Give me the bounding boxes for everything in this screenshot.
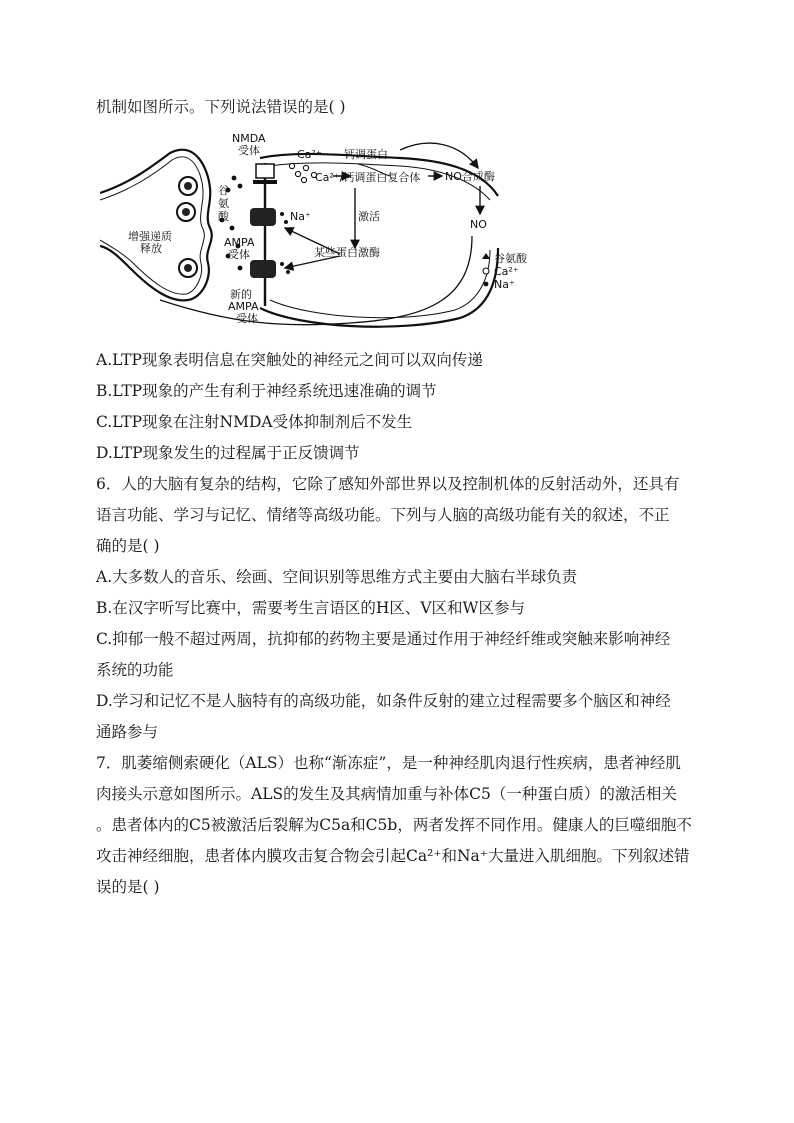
label-new-2: AMPA [228,300,259,313]
q7-stem-4: 攻击神经细胞，患者体内膜攻击复合物会引起Ca²⁺和Na⁺大量进入肌细胞。下列叙述错 [96,847,690,865]
new-ampa-receptor [250,260,276,278]
q6-stem-2: 语言功能、学习与记忆、情绪等高级功能。下列与人脑的高级功能有关的叙述，不正 [96,506,670,524]
label-calmodulin: 钙调蛋白 [344,148,388,161]
q6-option-c-1: C.抑郁一般不超过两周，抗抑郁的药物主要是通过作用于神经纤维或突触来影响神经 [96,630,671,648]
label-glutamate-1: 谷 [218,184,229,197]
label-new-3: 受体 [236,312,258,325]
q7-stem-1: 7．肌萎缩侧索硬化（ALS）也称“渐冻症”，是一种神经肌肉退行性疾病，患者神经肌 [96,754,681,772]
legend-na: Na⁺ [494,278,515,291]
label-glutamate-3: 酸 [218,210,229,223]
q7-stem-3: 。患者体内的C5被激活后裂解为C5a和C5b，两者发挥不同作用。健康人的巨噬细胞不 [96,816,692,834]
label-ampa-2: 受体 [228,248,250,261]
q6-stem-3: 确的是( ) [96,537,160,555]
q6-option-c-2: 系统的功能 [96,661,174,679]
label-new-1: 新的 [230,288,252,301]
legend-glutamate: 谷氨酸 [494,252,527,265]
q6-option-a: A.大多数人的音乐、绘画、空间识别等思维方式主要由大脑右半球负责 [96,568,578,586]
q5-option-c: C.LTP现象在注射NMDA受体抑制剂后不发生 [96,413,413,431]
q6-option-d-2: 通路参与 [96,723,159,741]
q5-option-a: A.LTP现象表明信息在突触处的神经元之间可以双向传递 [96,351,483,369]
q6-stem-1: 6．人的大脑有复杂的结构，它除了感知外部世界以及控制机体的反射活动外，还具有 [96,475,680,493]
ampa-receptor [250,208,276,226]
label-no-synthase: NO合成酶 [445,170,495,183]
nmda-receptor [256,164,274,178]
label-glutamate-2: 氨 [218,197,229,210]
label-no: NO [470,218,487,231]
diagram-legend [482,251,528,291]
q6-option-d-1: D.学习和记忆不是人脑特有的高级功能，如条件反射的建立过程需要多个脑区和神经 [96,692,671,710]
label-ca2: Ca²⁺ [297,148,322,161]
label-nmda-2: 受体 [238,144,260,157]
label-na: Na⁺ [290,210,311,223]
q5-stem-tail: 机制如图所示。下列说法错误的是( ) [96,98,346,116]
q7-stem-5: 误的是( ) [96,878,160,896]
label-enhance-2: 释放 [140,242,162,255]
label-nmda-1: NMDA [232,132,266,145]
label-enhance-1: 增强递质 [128,230,172,243]
q5-option-d: D.LTP现象发生的过程属于正反馈调节 [96,444,360,462]
ltp-mechanism-diagram [100,128,540,333]
label-kinase: 某些蛋白激酶 [314,246,380,259]
label-ampa-1: AMPA [224,236,255,249]
q7-stem-2: 肉接头示意如图所示。ALS的发生及其病情加重与补体C5（一种蛋白质）的激活相关 [96,785,677,803]
legend-ca: Ca²⁺ [494,265,519,278]
synaptic-vesicles [177,177,197,277]
label-complex: Ca²⁺/钙调蛋白复合体 [315,171,421,184]
label-activate: 激活 [358,210,380,223]
q6-option-b: B.在汉字听写比赛中，需要考生言语区的H区、V区和W区参与 [96,599,525,617]
q5-option-b: B.LTP现象的产生有利于神经系统迅速准确的调节 [96,382,437,400]
